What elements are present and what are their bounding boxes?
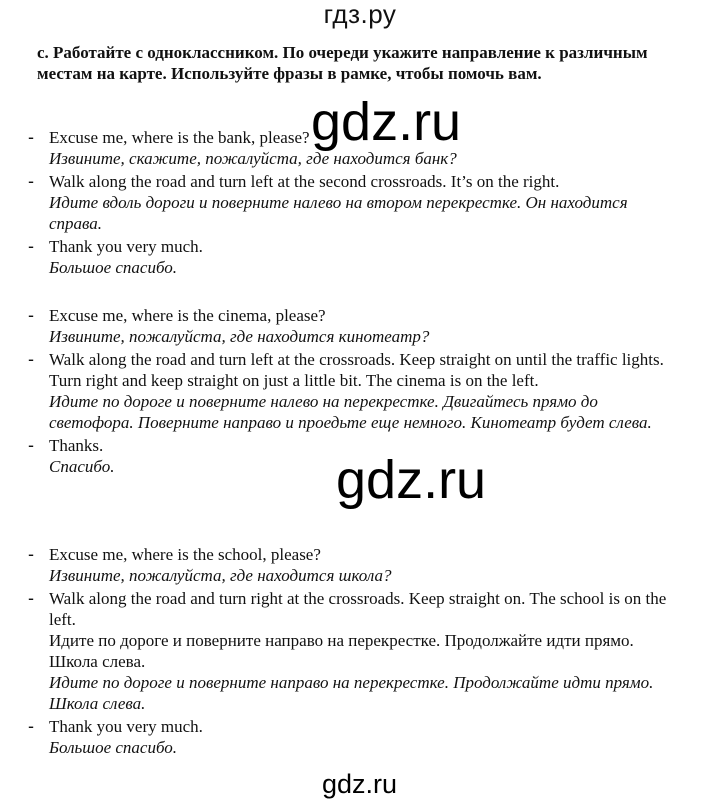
- dialogue-school: [28, 544, 668, 758]
- watermark: gdz.ru: [311, 92, 462, 152]
- site-title: гдз.ру: [323, 0, 397, 29]
- translation-text: Извините, скажите, пожалуйста, где находится банк?: [49, 149, 457, 168]
- dash-bullet: -: [28, 588, 34, 608]
- translation-text: Большое спасибо.: [49, 258, 178, 277]
- dialogue-line: [28, 236, 668, 278]
- translation-text: Идите вдоль дороги и поверните налево на втором перекрестке. Он находится справа.: [49, 193, 628, 233]
- dialogue-line: [28, 171, 668, 234]
- dash-bullet: -: [28, 305, 34, 325]
- task-instruction: c. Работайте с одноклассником. По очереди укажите направление к различным местам на карте. Используйте фразы в рамке, чтобы помочь вам.: [37, 43, 648, 83]
- english-text: Thank you very much.: [49, 237, 203, 256]
- dialogue-line: [28, 544, 668, 586]
- english-text: Walk along the road and turn right at the crossroads. Keep straight on. The school is on the left.: [49, 589, 667, 629]
- dash-bullet: -: [28, 435, 34, 455]
- english-text: Thank you very much.: [49, 717, 203, 736]
- dash-bullet: -: [28, 236, 34, 256]
- dash-bullet: -: [28, 127, 34, 147]
- dialogue-line: [28, 305, 668, 347]
- english-text: Walk along the road and turn left at the second crossroads. It’s on the right.: [49, 172, 560, 191]
- dialogue-line: [28, 588, 668, 714]
- dash-bullet: -: [28, 171, 34, 191]
- translation-text: Большое спасибо.: [49, 738, 178, 757]
- english-text: Excuse me, where is the cinema, please?: [49, 306, 326, 325]
- dash-bullet: -: [28, 544, 34, 564]
- english-text: Excuse me, where is the school, please?: [49, 545, 321, 564]
- translation-text: Идите по дороге и поверните налево на перекрестке. Двигайтесь прямо до светофора. Поверните направо и проедьте еще немного. Кинотеатр будет слева.: [49, 392, 652, 432]
- watermark: gdz.ru: [336, 450, 487, 510]
- translation-text: Идите по дороге и поверните направо на перекрестке. Продолжайте идти прямо. Школа слева.: [49, 673, 654, 713]
- english-text: Walk along the road and turn left at the crossroads. Keep straight on until the traffic lights. Turn right and keep straight on just a little bit. The cinema is on the left.: [49, 350, 664, 390]
- english-text: Excuse me, where is the bank, please?: [49, 128, 310, 147]
- translation-text: Спасибо.: [49, 457, 115, 476]
- english-text: Thanks.: [49, 436, 104, 455]
- plain-translation-text: Идите по дороге и поверните направо на перекрестке. Продолжайте идти прямо. Школа слева.: [49, 631, 634, 671]
- dash-bullet: -: [28, 349, 34, 369]
- translation-text: Извините, пожалуйста, где находится школа?: [49, 566, 392, 585]
- translation-text: Извините, пожалуйста, где находится кинотеатр?: [49, 327, 430, 346]
- dash-bullet: -: [28, 716, 34, 736]
- watermark: gdz.ru: [322, 769, 398, 799]
- dialogue-line: [28, 349, 668, 433]
- dialogue-line: [28, 716, 668, 758]
